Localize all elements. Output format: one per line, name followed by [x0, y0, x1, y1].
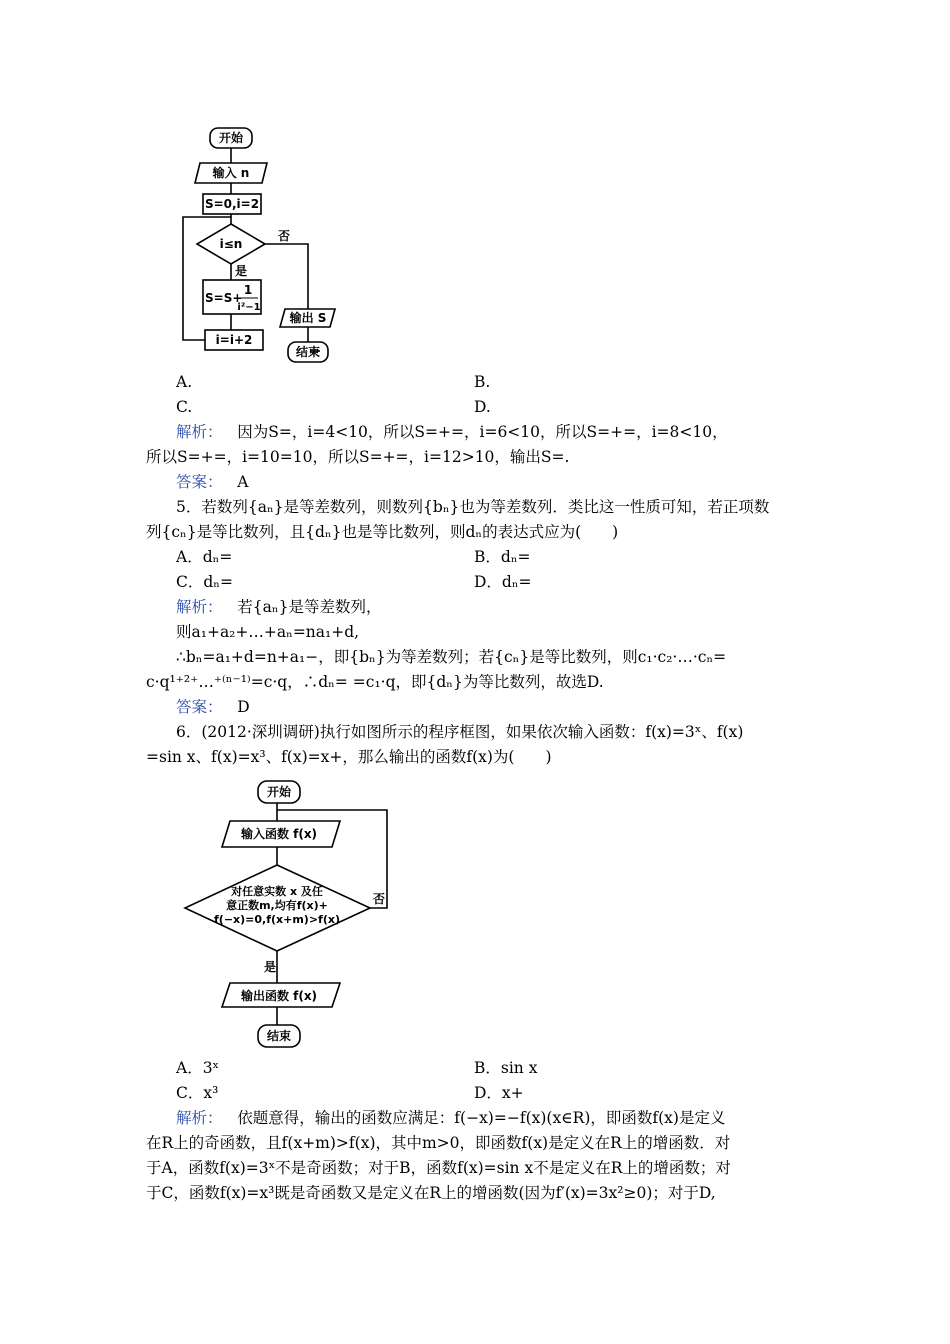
flow2-start: 开始 — [266, 785, 292, 799]
flow2-output: 输出函数 f(x) — [240, 989, 318, 1003]
q5-answer: D — [237, 698, 250, 716]
q4-analysis-text1: 因为S=，i=4<10，所以S=+=，i=6<10，所以S=+=，i=8<10， — [237, 423, 728, 441]
q4-option-d: D. — [474, 398, 491, 416]
q5-stem-line2: 列{cₙ}是等比数列，且{dₙ}也是等比数列，则dₙ的表达式应为( ) — [146, 523, 619, 541]
flowchart-2 — [180, 775, 400, 1055]
flow2-cond-line3: f(−x)=0,f(x+m)>f(x) — [214, 913, 340, 926]
q4-option-a: A. — [176, 373, 193, 391]
flow1-no: 否 — [278, 229, 291, 243]
flow2-cond-line1: 对任意实数 x 及任 — [231, 885, 323, 898]
flow1-frac-num: 1 — [243, 283, 253, 297]
q6-analysis-label: 解析： — [176, 1109, 223, 1127]
q4-answer-line — [176, 471, 249, 493]
q4-answer: A — [237, 473, 249, 491]
flow1-incr: i=i+2 — [215, 333, 253, 347]
flow2-yes: 是 — [264, 960, 277, 974]
q5-analysis-line4: c·q¹⁺²⁺…⁺⁽ⁿ⁻¹⁾=c·q，∴dₙ= =c₁·q，即{dₙ}为等比数列，故选D. — [146, 673, 604, 691]
flow1-start: 开始 — [218, 131, 244, 145]
q6-option-d: D．x+ — [474, 1084, 524, 1102]
q6-analysis-line1 — [176, 1107, 725, 1129]
flow1-output: 输出 S — [289, 311, 327, 325]
q6-stem-line2: =sin x、f(x)=x³、f(x)=x+，那么输出的函数f(x)为( ) — [146, 748, 552, 766]
flow1-input: 输入 n — [212, 166, 250, 180]
q5-analysis-line2: 则a₁+a₂+…+aₙ=na₁+d, — [176, 623, 360, 641]
q5-analysis-label: 解析： — [176, 598, 223, 616]
flowchart-1 — [170, 120, 360, 370]
q6-stem-line1: 6．(2012·深圳调研)执行如图所示的程序框图，如果依次输入函数：f(x)=3ˣ、f(x) — [176, 723, 744, 741]
q4-analysis-label: 解析： — [176, 423, 223, 441]
flow1-cond: i≤n — [219, 237, 243, 251]
q6-analysis-text1: 依题意得，输出的函数应满足：f(−x)=−f(x)(x∈R)，即函数f(x)是定义 — [237, 1109, 726, 1127]
q4-answer-label: 答案： — [176, 473, 223, 491]
q5-option-a: A．dₙ= — [176, 548, 233, 566]
flow2-cond-line2: 意正数m,均有f(x)+ — [226, 899, 328, 912]
q6-option-b: B．sin x — [474, 1059, 538, 1077]
q5-analysis-text1: 若{aₙ}是等差数列， — [237, 598, 382, 616]
q4-analysis-line2: 所以S=+=，i=10=10，所以S=+=，i=12>10，输出S=. — [146, 448, 570, 466]
flow1-end: 结束 — [295, 345, 321, 359]
flow1-yes: 是 — [235, 264, 248, 278]
flow2-input: 输入函数 f(x) — [240, 827, 318, 841]
q5-answer-label: 答案： — [176, 698, 223, 716]
q6-option-a: A．3ˣ — [176, 1059, 220, 1077]
q4-option-b: B. — [474, 373, 491, 391]
q6-analysis-line4: 于C，函数f(x)=x³既是奇函数又是定义在R上的增函数(因为f′(x)=3x²≥0)；对于D, — [146, 1184, 716, 1202]
q5-stem-line1: 5．若数列{aₙ}是等差数列，则数列{bₙ}也为等差数列．类比这一性质可知，若正项数 — [176, 498, 770, 516]
flow2-no: 否 — [373, 892, 386, 906]
flow1-assign: S=S+ — [205, 291, 243, 305]
flow1-frac-den: i²−1 — [237, 302, 261, 313]
q5-answer-line — [176, 696, 250, 718]
q5-analysis-line3: ∴bₙ=a₁+d=n+a₁−，即{bₙ}为等差数列；若{cₙ}是等比数列，则c₁·c₂·…·cₙ= — [176, 648, 727, 666]
flow2-end: 结束 — [266, 1029, 292, 1043]
q5-analysis-line1 — [176, 596, 381, 618]
flow1-init: S=0,i=2 — [204, 197, 260, 211]
q5-option-b: B．dₙ= — [474, 548, 531, 566]
q6-option-c: C．x³ — [176, 1084, 219, 1102]
q4-analysis-line1 — [176, 421, 728, 443]
q5-option-d: D．dₙ= — [474, 573, 532, 591]
q4-option-c: C. — [176, 398, 193, 416]
q5-option-c: C．dₙ= — [176, 573, 233, 591]
q6-analysis-line3: 于A，函数f(x)=3ˣ不是奇函数；对于B，函数f(x)=sin x不是定义在R上的增函数；对 — [146, 1159, 731, 1177]
q6-analysis-line2: 在R上的奇函数，且f(x+m)>f(x)，其中m>0，即函数f(x)是定义在R上的增函数．对 — [146, 1134, 731, 1152]
